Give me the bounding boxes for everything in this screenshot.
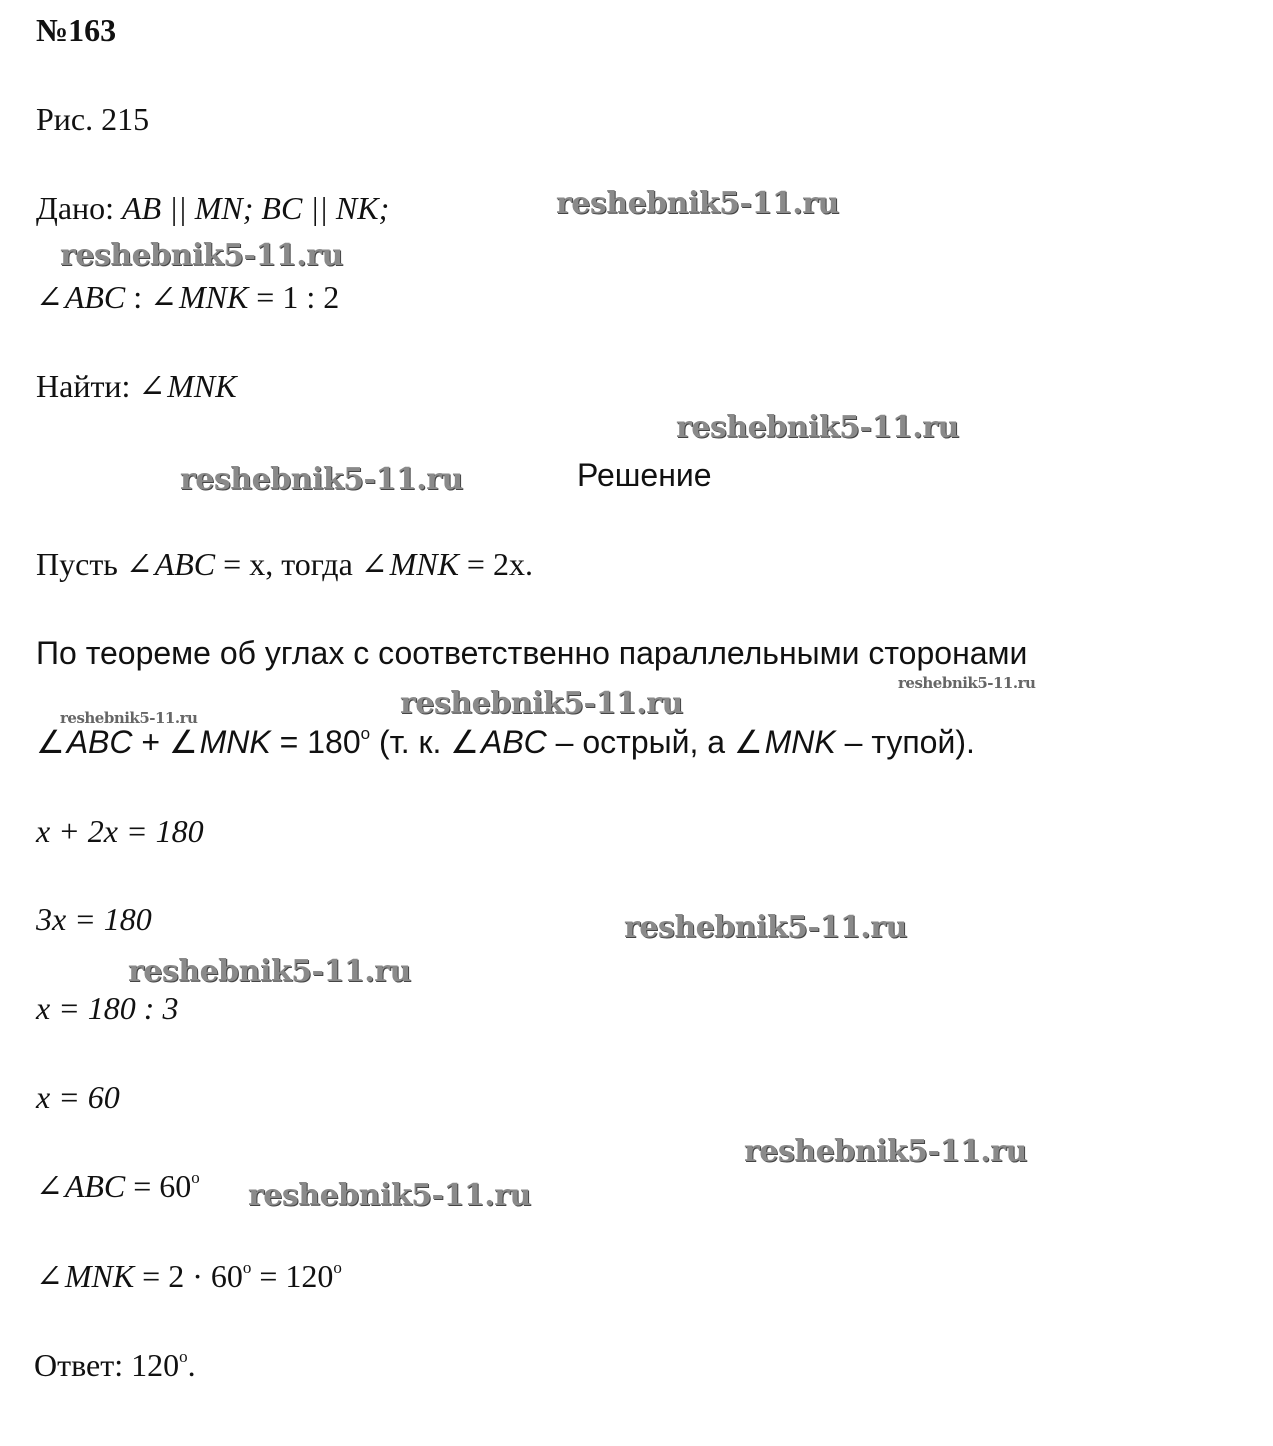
angle-icon: ∠ xyxy=(36,1168,63,1204)
watermark: reshebnik5-11.ru xyxy=(898,674,1036,692)
degree-mark: o xyxy=(179,1347,188,1366)
let-angle-mnk: MNK xyxy=(389,546,459,582)
angle-icon: ∠ xyxy=(138,368,166,404)
angle-icon: ∠ xyxy=(36,279,63,315)
figure-reference: Рис. 215 xyxy=(36,101,150,137)
result-abc-value: = 60 xyxy=(133,1168,192,1204)
let-line xyxy=(36,544,533,584)
result-mnk-value: = 2 · 60 xyxy=(142,1258,243,1294)
let-angle-abc: ABC xyxy=(154,546,216,582)
sum-note-angle-mnk: MNK xyxy=(764,724,836,760)
given-parallel-2: BC || NK; xyxy=(261,190,390,226)
sum-note-3: – тупой). xyxy=(844,724,975,760)
angle-icon: ∠ xyxy=(168,724,198,760)
ratio-separator: : xyxy=(133,279,143,315)
watermark: reshebnik5-11.ru xyxy=(556,186,839,221)
ratio-value: = 1 : 2 xyxy=(256,279,340,315)
watermark: reshebnik5-11.ru xyxy=(676,410,959,445)
given-label: Дано: xyxy=(36,190,115,226)
sum-note-1: (т. к. xyxy=(378,724,442,760)
answer-end: . xyxy=(187,1347,196,1383)
result-abc-line xyxy=(36,1166,200,1206)
answer-line xyxy=(34,1345,196,1385)
sum-value: = 180 xyxy=(279,724,361,760)
answer-label: Ответ: xyxy=(34,1347,124,1383)
angle-icon: ∠ xyxy=(360,546,388,582)
ratio-angle-mnk: MNK xyxy=(178,279,249,315)
watermark: reshebnik5-11.ru xyxy=(60,709,198,727)
degree-mark: o xyxy=(333,1258,342,1277)
angle-icon: ∠ xyxy=(36,1258,63,1294)
result-mnk-line xyxy=(36,1256,342,1296)
let-word: Пусть xyxy=(36,546,118,582)
sum-angle-mnk: MNK xyxy=(199,724,271,760)
given-ratio-line xyxy=(36,277,339,317)
sum-note-angle-abc: ABC xyxy=(480,724,547,760)
given-line xyxy=(36,188,389,228)
sum-angle-abc: ABC xyxy=(66,724,133,760)
theorem-line: По теореме об углах с соответственно параллельными сторонами xyxy=(36,635,1028,671)
find-label: Найти: xyxy=(36,368,131,404)
result-mnk-result: = 120 xyxy=(259,1258,334,1294)
equation-4: x = 60 xyxy=(36,1079,120,1115)
watermark: reshebnik5-11.ru xyxy=(624,910,907,945)
sum-line xyxy=(36,722,975,762)
equation-2: 3x = 180 xyxy=(36,901,152,937)
watermark: reshebnik5-11.ru xyxy=(60,238,343,273)
answer-value: 120 xyxy=(131,1347,180,1383)
result-angle-abc: ABC xyxy=(64,1168,126,1204)
find-angle: MNK xyxy=(167,368,237,404)
let-mid: = x, тогда xyxy=(223,546,353,582)
let-end: = 2x. xyxy=(466,546,533,582)
sum-note-2: – острый, а xyxy=(555,724,726,760)
result-angle-mnk: MNK xyxy=(64,1258,135,1294)
watermark: reshebnik5-11.ru xyxy=(400,686,683,721)
angle-icon: ∠ xyxy=(125,546,153,582)
solution-heading: Решение xyxy=(577,457,712,493)
angle-icon: ∠ xyxy=(450,724,479,760)
angle-icon: ∠ xyxy=(36,724,65,760)
equation-3: x = 180 : 3 xyxy=(36,990,179,1026)
angle-icon: ∠ xyxy=(150,279,177,315)
degree-mark: o xyxy=(191,1168,200,1187)
equation-1: x + 2x = 180 xyxy=(36,813,204,849)
find-line xyxy=(36,366,237,406)
degree-mark: o xyxy=(242,1258,252,1277)
angle-icon: ∠ xyxy=(733,724,763,760)
sum-plus: + xyxy=(141,724,161,760)
watermark: reshebnik5-11.ru xyxy=(744,1134,1027,1169)
watermark: reshebnik5-11.ru xyxy=(128,954,411,989)
given-parallel-1: AB || MN; xyxy=(122,190,254,226)
problem-number: №163 xyxy=(36,12,117,48)
watermark: reshebnik5-11.ru xyxy=(180,462,463,497)
watermark: reshebnik5-11.ru xyxy=(248,1178,531,1213)
ratio-angle-abc: ABC xyxy=(64,279,126,315)
degree-mark: o xyxy=(360,724,371,743)
